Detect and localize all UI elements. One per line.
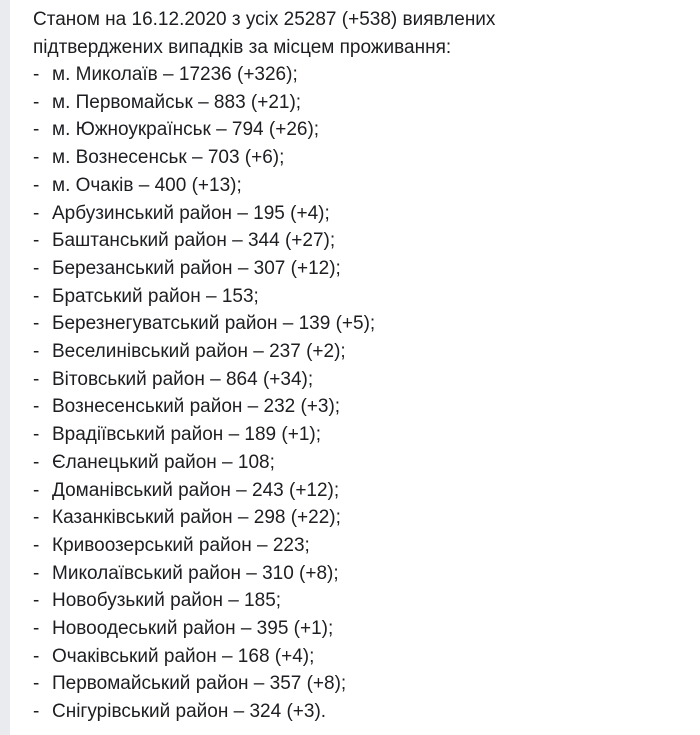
list-bullet: - [33, 618, 40, 640]
list-bullet: - [33, 479, 40, 501]
case-list-item-text: Новоодеський район – 395 (+1); [52, 618, 334, 640]
list-bullet: - [33, 562, 40, 584]
case-list-item-text: Вознесенський район – 232 (+3); [52, 396, 341, 418]
case-list-item [33, 227, 700, 255]
case-list-item-text: Миколаївський район – 310 (+8); [52, 562, 339, 584]
case-list-item [33, 61, 700, 89]
intro-line-1: Станом на 16.12.2020 з усіх 25287 (+538) виявлених [33, 9, 496, 30]
list-bullet: - [33, 396, 40, 418]
case-list-item [33, 393, 700, 421]
case-list-item [33, 532, 700, 560]
list-bullet: - [33, 507, 40, 529]
case-list-item [33, 504, 700, 532]
case-list-item-text: Врадіївський район – 189 (+1); [52, 424, 321, 446]
case-list-item [33, 698, 700, 726]
case-list-item [33, 89, 700, 117]
case-list-item-text: Снігурівський район – 324 (+3). [52, 701, 327, 723]
case-list-item-text: Кривоозерський район – 223; [52, 534, 310, 556]
list-bullet: - [33, 91, 40, 113]
case-list-item-text: Арбузинський район – 195 (+4); [52, 202, 330, 224]
list-bullet: - [33, 174, 40, 196]
case-list-item [33, 587, 700, 615]
case-list-item-text: м. Очаків – 400 (+13); [52, 174, 242, 196]
list-bullet: - [33, 701, 40, 723]
case-list-item [33, 144, 700, 172]
case-list-item [33, 310, 700, 338]
case-list-item [33, 421, 700, 449]
case-list-item-text: Казанківський район – 298 (+22); [52, 507, 341, 529]
case-list-item-text: Баштанський район – 344 (+27); [52, 230, 336, 252]
list-bullet: - [33, 202, 40, 224]
list-bullet: - [33, 590, 40, 612]
case-list-item-text: м. Первомайськ – 883 (+21); [52, 91, 302, 113]
post-body [10, 0, 700, 735]
case-list-item-text: Доманівський район – 243 (+12); [52, 479, 340, 501]
case-list-item-text: Очаківський район – 168 (+4); [52, 645, 315, 667]
case-list-item-text: м. Миколаїв – 17236 (+326); [52, 64, 298, 85]
case-list-item-text: Новобузький район – 185; [52, 590, 282, 612]
list-bullet: - [33, 285, 40, 307]
case-list-item-text: Єланецький район – 108; [52, 451, 275, 473]
case-list-item [33, 255, 700, 283]
case-list-item [33, 283, 700, 311]
case-list-item [33, 643, 700, 671]
list-bullet: - [33, 230, 40, 252]
list-bullet: - [33, 341, 40, 363]
intro-line-2: підтверджених випадків за місцем проживання: [33, 36, 452, 58]
case-list-item [33, 449, 700, 477]
list-bullet: - [33, 64, 40, 85]
case-list-item [33, 338, 700, 366]
case-list [33, 61, 700, 726]
case-list-item [33, 615, 700, 643]
case-list-item-text: м. Вознесенськ – 703 (+6); [52, 147, 285, 169]
list-bullet: - [33, 645, 40, 667]
list-bullet: - [33, 534, 40, 556]
list-bullet: - [33, 424, 40, 446]
post-intro [33, 6, 700, 61]
case-list-item-text: Березанський район – 307 (+12); [52, 257, 341, 279]
case-list-item-text: Веселинівський район – 237 (+2); [52, 341, 346, 363]
case-list-item [33, 200, 700, 228]
case-list-item [33, 366, 700, 394]
case-list-item [33, 477, 700, 505]
list-bullet: - [33, 673, 40, 695]
list-bullet: - [33, 257, 40, 279]
list-bullet: - [33, 313, 40, 335]
case-list-item-text: Братський район – 153; [52, 285, 259, 307]
case-list-item [33, 172, 700, 200]
case-list-item-text: Первомайський район – 357 (+8); [52, 673, 347, 695]
case-list-item-text: м. Южноукраїнськ – 794 (+26); [52, 119, 320, 141]
case-list-item [33, 560, 700, 588]
list-bullet: - [33, 451, 40, 473]
case-list-item [33, 116, 700, 144]
case-list-item-text: Березнегуватський район – 139 (+5); [52, 313, 376, 335]
list-bullet: - [33, 119, 40, 141]
case-list-item-text: Вітовський район – 864 (+34); [52, 368, 314, 390]
list-bullet: - [33, 368, 40, 390]
case-list-item [33, 670, 700, 698]
list-bullet: - [33, 147, 40, 169]
